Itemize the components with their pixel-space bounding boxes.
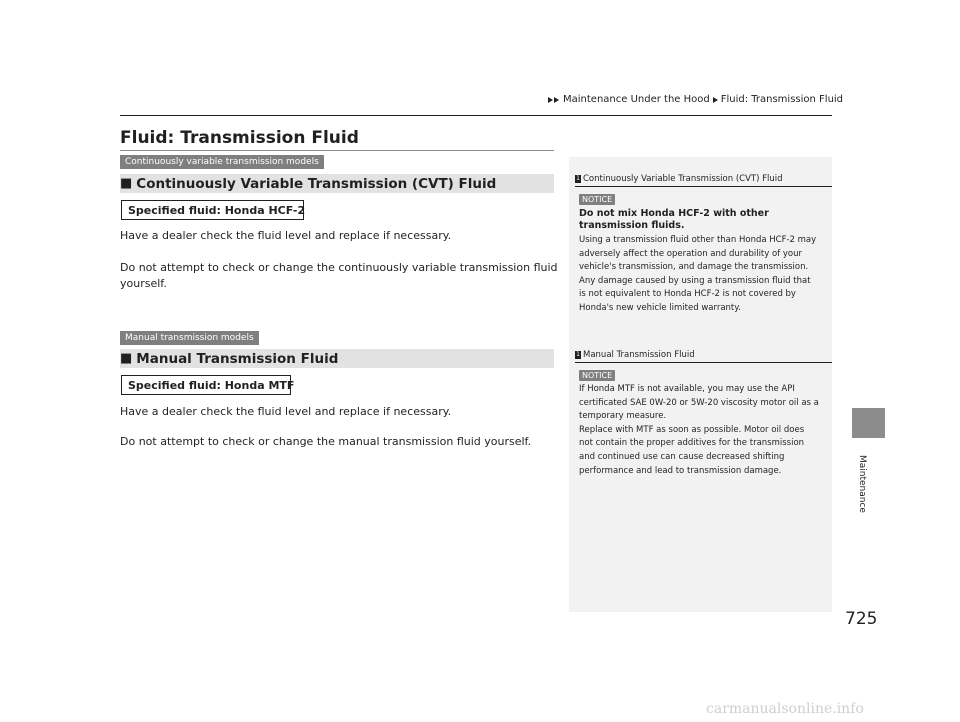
note-divider-cvt <box>575 186 832 187</box>
manual-paragraph-1: Have a dealer check the fluid level and replace if necessary. <box>120 405 452 418</box>
note-heading-cvt[interactable] <box>575 174 783 184</box>
page-title: Fluid: Transmission Fluid <box>120 128 359 148</box>
breadcrumb-item-maintenance[interactable]: Maintenance Under the Hood <box>563 94 710 105</box>
section-title-manual: Manual Transmission Fluid <box>136 350 339 367</box>
note-line: certificated SAE 0W-20 or 5W-20 viscosity motor oil as a <box>579 397 819 408</box>
watermark: carmanualsonline.info <box>706 701 864 717</box>
note-line: Honda's new vehicle limited warranty. <box>579 302 741 313</box>
note-heading-manual[interactable] <box>575 350 695 360</box>
cvt-paragraph-2-line-1: Do not attempt to check or change the continuously variable transmission fluid <box>120 261 558 274</box>
breadcrumb-item-current: Fluid: Transmission Fluid <box>720 94 844 105</box>
page-number: 725 <box>845 609 878 629</box>
breadcrumb-arrow-icon <box>548 97 560 103</box>
note-manual-body <box>579 383 827 478</box>
note-line: performance and lead to transmission damage. <box>579 465 782 476</box>
breadcrumb <box>548 94 843 105</box>
note-cvt-warning <box>579 208 827 232</box>
note-line: Replace with MTF as soon as possible. Motor oil does <box>579 424 805 435</box>
note-cvt-warning-line-2: transmission fluids. <box>579 220 685 231</box>
breadcrumb-separator-icon <box>713 97 718 103</box>
note-reference-icon: 1 <box>576 351 580 358</box>
cvt-paragraph-2 <box>120 260 558 292</box>
note-line: adversely affect the operation and durability of your <box>579 248 803 259</box>
chapter-tab-marker[interactable] <box>852 408 885 438</box>
cvt-paragraph-2-line-2: yourself. <box>120 277 167 290</box>
section-title-cvt: Continuously Variable Transmission (CVT) Fluid <box>136 175 497 192</box>
notice-badge-manual: NOTICE <box>579 370 615 381</box>
note-line: and continued use can cause decreased shifting <box>579 451 785 462</box>
note-line: If Honda MTF is not available, you may use the API <box>579 384 795 394</box>
note-line: Any damage caused by using a transmission fluid that <box>579 275 811 286</box>
header-divider <box>120 115 832 116</box>
spec-box-cvt: Specified fluid: Honda HCF-2 <box>121 200 304 220</box>
model-tag-manual: Manual transmission models <box>120 331 259 345</box>
note-reference-icon: 1 <box>576 175 580 182</box>
note-line: temporary measure. <box>579 411 667 422</box>
note-line: is not equivalent to Honda HCF-2 is not covered by <box>579 289 796 300</box>
section-header-manual <box>120 349 554 368</box>
notice-badge-cvt: NOTICE <box>579 194 615 205</box>
note-line: Using a transmission fluid other than Honda HCF-2 may <box>579 235 817 245</box>
note-heading-manual-label: Manual Transmission Fluid <box>583 350 695 360</box>
section-header-cvt <box>120 174 554 193</box>
note-cvt-body <box>579 234 827 316</box>
note-line: not contain the proper additives for the transmission <box>579 438 805 449</box>
section-square-icon: ■ <box>120 176 133 191</box>
cvt-paragraph-1: Have a dealer check the fluid level and replace if necessary. <box>120 229 452 242</box>
model-tag-cvt: Continuously variable transmission models <box>120 155 324 169</box>
note-line: vehicle's transmission, and damage the transmission. <box>579 262 809 273</box>
section-square-icon: ■ <box>120 351 133 366</box>
title-divider <box>120 150 554 151</box>
note-heading-cvt-label: Continuously Variable Transmission (CVT) Fluid <box>583 174 783 184</box>
manual-paragraph-2: Do not attempt to check or change the manual transmission fluid yourself. <box>120 435 532 448</box>
chapter-tab-label: Maintenance <box>857 455 867 513</box>
spec-box-manual: Specified fluid: Honda MTF <box>121 375 291 395</box>
note-divider-manual <box>575 362 832 363</box>
note-cvt-warning-line-1: Do not mix Honda HCF-2 with other <box>579 208 769 219</box>
